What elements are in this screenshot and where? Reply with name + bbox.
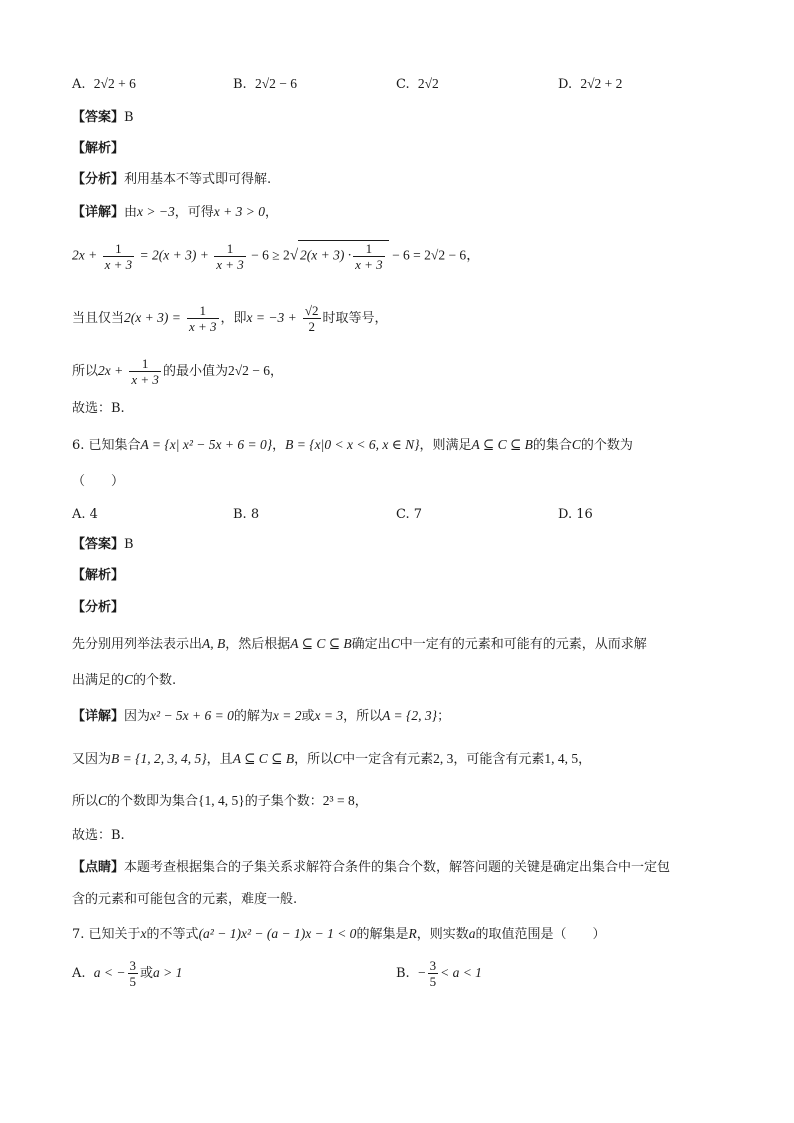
q6-detail-line3 xyxy=(72,794,368,808)
denominator: x + 3 xyxy=(131,372,159,387)
math: A, B xyxy=(202,636,226,651)
denominator: x + 3 xyxy=(188,319,217,334)
math: − xyxy=(417,965,426,980)
q6-choose xyxy=(72,829,125,842)
text: 由 xyxy=(124,205,138,220)
text: 的取值范围是（ ） xyxy=(475,927,606,942)
q5-minimum xyxy=(72,356,283,387)
numerator: 1 xyxy=(187,303,219,319)
math: x² − 5x + 6 = 0 xyxy=(150,708,234,723)
math: 2x + xyxy=(98,363,124,378)
denominator: 5 xyxy=(129,974,137,989)
fenxi-text: 利用基本不等式即可得解. xyxy=(124,172,272,187)
text: ，则实数 xyxy=(416,927,469,942)
math: x = −3 + xyxy=(246,310,297,325)
text: 所以 xyxy=(72,364,99,379)
jiexi-tag: 【解析】 xyxy=(72,568,125,583)
q5-answer xyxy=(72,111,134,124)
fraction xyxy=(214,241,246,272)
text: ，可能含有元素 xyxy=(453,752,545,767)
text: ，所以 xyxy=(343,709,383,724)
q5-option-d xyxy=(558,76,622,92)
q5-option-a xyxy=(72,76,136,92)
numerator: 1 xyxy=(129,356,161,372)
text: 先分别用列举法表示出 xyxy=(72,637,203,652)
text: 含的元素和可能包含的元素，难度一般. xyxy=(72,892,298,907)
text: 或 xyxy=(140,966,154,981)
math: C xyxy=(571,437,581,452)
option-label: B. xyxy=(396,966,410,981)
text: 的不等式 xyxy=(146,927,199,942)
math: x = 3 xyxy=(314,708,344,723)
math: R xyxy=(408,926,417,941)
q7-option-a xyxy=(72,958,182,989)
text: 又因为 xyxy=(72,752,112,767)
q5-detail-line1 xyxy=(72,205,278,219)
radicand xyxy=(298,240,389,272)
text: 的个数. xyxy=(133,673,177,688)
q6-dianjing-line2 xyxy=(72,893,297,906)
numerator: 3 xyxy=(129,958,137,973)
math: A ⊆ C ⊆ B xyxy=(290,636,352,651)
math: x xyxy=(140,926,147,941)
option-value: 2√2 xyxy=(417,76,439,91)
fenxi-tag: 【分析】 xyxy=(72,172,125,187)
fenxi-tag: 【分析】 xyxy=(72,600,125,615)
text: 出满足的 xyxy=(72,673,125,688)
answer-value: B xyxy=(124,110,134,125)
text: ，然后根据 xyxy=(225,637,291,652)
text: ，且 xyxy=(206,752,233,767)
q7-option-b xyxy=(396,958,482,989)
text: ，即 xyxy=(220,311,247,326)
option-label: D. xyxy=(558,77,573,92)
text: 中一定含有元素 xyxy=(342,752,434,767)
answer-tag: 【答案】 xyxy=(72,110,125,125)
q6-option-d xyxy=(558,507,593,522)
math: C xyxy=(333,751,343,766)
option-label: A. xyxy=(72,77,86,92)
denominator: x + 3 xyxy=(104,257,133,272)
text: 的个数为 xyxy=(580,438,633,453)
text: 当且仅当 xyxy=(72,311,125,326)
numerator: 1 xyxy=(214,241,246,257)
fraction xyxy=(428,958,439,989)
text: 时取等号， xyxy=(322,311,388,326)
q6-fenxi-tag xyxy=(72,601,124,614)
q5-inequality-chain xyxy=(72,240,480,272)
option-label: C. xyxy=(396,77,410,92)
text: 的最小值为 xyxy=(162,364,228,379)
text: 的解为 xyxy=(233,709,273,724)
text: 所以 xyxy=(72,794,99,809)
detail-tag: 【详解】 xyxy=(72,709,125,724)
math: A = {x| x² − 5x + 6 = 0} xyxy=(140,437,273,452)
text: 本题考查根据集合的子集关系求解符合条件的集合个数，解答问题的关键是确定出集合中一定包 xyxy=(124,860,671,875)
option-text: D. 16 xyxy=(558,507,593,522)
text: 故选：B. xyxy=(72,401,125,416)
math: A = {2, 3} xyxy=(382,708,438,723)
text: 的集合 xyxy=(532,438,572,453)
q6-option-a xyxy=(72,507,98,522)
text: 故选：B. xyxy=(72,828,125,843)
q5-jiexi xyxy=(72,142,124,155)
text: ，可得 xyxy=(174,205,214,220)
math: C xyxy=(124,672,134,687)
detail-tag: 【详解】 xyxy=(72,205,125,220)
math: (a² − 1)x² − (a − 1)x − 1 < 0 xyxy=(198,926,357,941)
text: ， xyxy=(272,438,286,453)
text: ， xyxy=(578,752,592,767)
text: ， xyxy=(269,364,283,379)
q6-detail-line2 xyxy=(72,752,591,766)
q6-option-c xyxy=(396,507,422,522)
option-value: 2√2 + 2 xyxy=(580,76,623,91)
text: ， xyxy=(264,205,278,220)
denominator: x + 3 xyxy=(216,257,244,272)
math: A ⊆ C ⊆ B xyxy=(471,437,533,452)
text: 的解集是 xyxy=(356,927,409,942)
math: x = 2 xyxy=(272,708,302,723)
option-value: 2√2 − 6 xyxy=(254,76,297,91)
text: 的子集个数： xyxy=(244,794,323,809)
option-text: C. 7 xyxy=(396,507,423,522)
text: 7. 已知关于 xyxy=(72,927,141,942)
math: x > −3 xyxy=(137,204,175,219)
math: C xyxy=(98,793,108,808)
text: 的个数即为集合 xyxy=(107,794,199,809)
q6-jiexi xyxy=(72,569,124,582)
text: 因为 xyxy=(124,709,151,724)
fraction xyxy=(129,356,161,387)
numerator: 1 xyxy=(353,241,385,257)
math: a > 1 xyxy=(153,965,183,980)
denominator: 5 xyxy=(429,974,437,989)
text: ，所以 xyxy=(294,752,334,767)
q6-fenxi-line1 xyxy=(72,637,647,651)
q6-fenxi-line2 xyxy=(72,673,176,687)
q5-option-c xyxy=(396,76,439,92)
option-text: B. 8 xyxy=(233,507,260,522)
fraction xyxy=(128,958,139,989)
dianjing-tag: 【点睛】 xyxy=(72,860,125,875)
text: 或 xyxy=(301,709,315,724)
q6-option-b xyxy=(233,507,259,522)
math: 2(x + 3) = xyxy=(124,310,181,325)
answer-tag: 【答案】 xyxy=(72,537,125,552)
q6-paren xyxy=(72,475,124,488)
q6-stem xyxy=(72,438,633,452)
math: a xyxy=(468,926,476,941)
denominator: 2 xyxy=(308,319,315,334)
q5-fenxi xyxy=(72,173,271,186)
math: 2, 3 xyxy=(433,751,454,766)
radical-sign: √ xyxy=(289,247,299,264)
math: − 6 = 2√2 − 6 xyxy=(392,247,467,263)
q6-detail-line1 xyxy=(72,709,450,723)
text: ； xyxy=(437,709,451,724)
fraction xyxy=(303,303,321,334)
text: ， xyxy=(466,247,480,263)
option-text: A. 4 xyxy=(72,507,98,522)
math: 2(x + 3) · xyxy=(300,247,352,263)
q6-dianjing-line1 xyxy=(72,861,670,874)
text: 确定出 xyxy=(351,637,391,652)
fraction xyxy=(187,303,219,334)
q5-choose xyxy=(72,402,125,415)
numerator: 1 xyxy=(103,241,135,257)
numerator: √2 xyxy=(304,303,319,318)
math: x + 3 > 0 xyxy=(213,204,265,219)
text: ， xyxy=(354,794,368,809)
fraction xyxy=(353,241,385,272)
math: A ⊆ C ⊆ B xyxy=(232,751,295,766)
q5-equality-condition xyxy=(72,303,388,334)
q5-option-b xyxy=(233,76,297,92)
math: B = {1, 2, 3, 4, 5} xyxy=(111,751,207,766)
jiexi-tag: 【解析】 xyxy=(72,141,125,156)
fraction xyxy=(103,241,135,272)
math: a < − xyxy=(93,965,126,980)
option-label: B. xyxy=(233,77,247,92)
q6-answer xyxy=(72,538,134,551)
text: ，则满足 xyxy=(419,438,472,453)
option-label: A. xyxy=(72,966,86,981)
math: 1, 4, 5 xyxy=(544,751,579,766)
math: 2³ = 8 xyxy=(322,793,355,808)
text: 6. 已知集合 xyxy=(72,438,141,453)
math: 2x + xyxy=(72,247,98,263)
math: {1, 4, 5} xyxy=(198,793,245,808)
denominator: x + 3 xyxy=(355,257,383,272)
text: 中一定有的元素和可能有的元素，从而求解 xyxy=(399,637,647,652)
math: < a < 1 xyxy=(440,965,482,980)
math: B = {x|0 < x < 6, x ∈ N} xyxy=(285,437,420,452)
option-value: 2√2 + 6 xyxy=(93,76,136,91)
math: C xyxy=(390,636,400,651)
math: 2√2 − 6 xyxy=(227,363,270,378)
numerator: 3 xyxy=(429,958,437,973)
text: （ ） xyxy=(72,474,125,489)
q7-stem xyxy=(72,927,605,941)
math: − 6 ≥ 2 xyxy=(251,247,290,263)
answer-value: B xyxy=(124,537,134,552)
math: = 2(x + 3) + xyxy=(139,247,209,263)
